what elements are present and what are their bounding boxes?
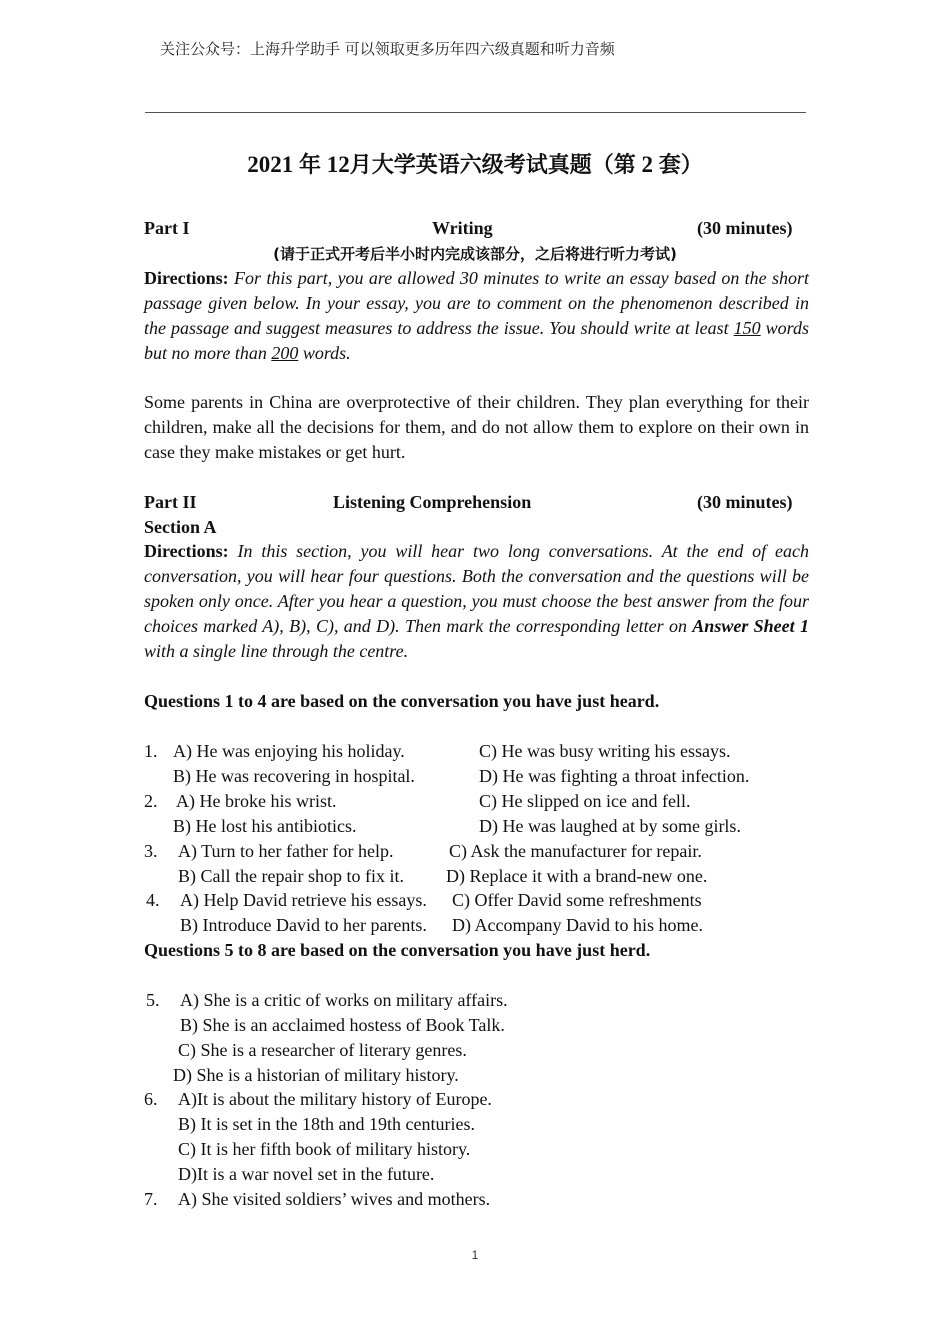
part2-name: Listening Comprehension bbox=[333, 492, 532, 512]
option-d: D)It is a war novel set in the future. bbox=[178, 1164, 435, 1184]
part2-directions-label: Directions: bbox=[144, 541, 229, 561]
question-number: 5. bbox=[146, 990, 160, 1010]
option-d: D) He was fighting a throat infection. bbox=[479, 766, 750, 786]
question-number: 7. bbox=[144, 1189, 158, 1209]
option-a: A) Turn to her father for help. bbox=[178, 841, 394, 861]
option-c: C) He slipped on ice and fell. bbox=[479, 791, 691, 811]
section-a-label: Section A bbox=[144, 517, 217, 537]
part1-time: (30 minutes) bbox=[697, 218, 793, 238]
part1-directions-c: words. bbox=[302, 343, 351, 363]
title-month: 12 bbox=[326, 152, 350, 177]
part1-name: Writing bbox=[432, 218, 493, 238]
writing-passage: Some parents in China are overprotective of their children. They plan everything for their children, make all the decisions for them, and do not allow them to explore on their own in case they make mistakes or get hurt. bbox=[144, 392, 809, 462]
option-a: A) He was enjoying his holiday. bbox=[173, 741, 405, 761]
header-divider bbox=[145, 112, 806, 113]
option-b: B) He lost his antibiotics. bbox=[173, 816, 357, 836]
question-number: 6. bbox=[144, 1089, 158, 1109]
answer-sheet-ref: Answer Sheet 1 bbox=[692, 616, 809, 636]
option-a: A) He broke his wrist. bbox=[176, 791, 337, 811]
part2-directions-a: In this section, you will hear two long conversations. At the end of each conversation, you will hear four questions. Both the conversation and the questions will be spoken only once. After you hear a question, you must choose the best answer from the four choices marked A), B), C), and D). Then mark the corresponding letter on bbox=[144, 541, 809, 636]
title-rest: 月大学英语六级考试真题（第 bbox=[349, 153, 636, 178]
option-a: A) Help David retrieve his essays. bbox=[180, 890, 427, 910]
part1-directions-b: words but no more than bbox=[144, 318, 810, 363]
option-c: C) He was busy writing his essays. bbox=[479, 741, 731, 761]
part1-directions-a: For this part, you are allowed 30 minutes to write an essay based on the short passage given below. In your essay, you are to comment on the phenomenon described in the passage and suggest measures to address the issue. You should write at least bbox=[144, 268, 810, 338]
option-b: B) It is set in the 18th and 19th centuries. bbox=[178, 1114, 475, 1134]
part2-time: (30 minutes) bbox=[697, 492, 793, 512]
part1-directions-label: Directions: bbox=[144, 268, 229, 288]
part2-directions bbox=[144, 539, 809, 664]
question-number: 4. bbox=[146, 890, 160, 910]
option-c: C) She is a researcher of literary genres. bbox=[178, 1040, 467, 1060]
option-d: D) Replace it with a brand-new one. bbox=[446, 866, 708, 886]
title-year: 2021 bbox=[247, 152, 294, 177]
title-nian: 年 bbox=[298, 153, 321, 178]
option-d: D) He was laughed at by some girls. bbox=[479, 816, 741, 836]
option-b: B) She is an acclaimed hostess of Book Talk. bbox=[180, 1015, 505, 1035]
question-group-1-heading: Questions 1 to 4 are based on the conversation you have just heard. bbox=[144, 691, 660, 711]
option-b: B) Introduce David to her parents. bbox=[180, 915, 427, 935]
part2-directions-b: with a single line through the centre. bbox=[144, 641, 409, 661]
option-a: A) She is a critic of works on military affairs. bbox=[180, 990, 508, 1010]
question-group-2-heading: Questions 5 to 8 are based on the conversation you have just herd. bbox=[144, 940, 651, 960]
page-number: 1 bbox=[471, 1248, 479, 1262]
option-a: A) She visited soldiers’ wives and mothers. bbox=[178, 1189, 491, 1209]
option-b: B) Call the repair shop to fix it. bbox=[178, 866, 404, 886]
question-number: 2. bbox=[144, 791, 158, 811]
option-c: C) Offer David some refreshments bbox=[452, 890, 702, 910]
option-a: A)It is about the military history of Europe. bbox=[178, 1089, 492, 1109]
title-tail: 套） bbox=[658, 153, 703, 178]
page-title bbox=[0, 148, 950, 179]
title-set: 2 bbox=[641, 152, 653, 177]
header-note: 关注公众号：上海升学助手 可以领取更多历年四六级真题和听力音频 bbox=[160, 40, 615, 58]
min-words: 150 bbox=[733, 318, 761, 338]
question-number: 3. bbox=[144, 841, 158, 861]
part1-directions bbox=[144, 266, 809, 366]
part1-label: Part I bbox=[144, 218, 190, 238]
question-number: 1. bbox=[144, 741, 158, 761]
option-d: D) She is a historian of military history. bbox=[173, 1065, 459, 1085]
option-c: C) Ask the manufacturer for repair. bbox=[449, 841, 702, 861]
part2-label: Part II bbox=[144, 492, 197, 512]
max-words: 200 bbox=[271, 343, 299, 363]
part1-note: (请于正式开考后半小时内完成该部分，之后将进行听力考试) bbox=[273, 245, 677, 263]
option-d: D) Accompany David to his home. bbox=[452, 915, 703, 935]
option-b: B) He was recovering in hospital. bbox=[173, 766, 415, 786]
option-c: C) It is her fifth book of military history. bbox=[178, 1139, 471, 1159]
